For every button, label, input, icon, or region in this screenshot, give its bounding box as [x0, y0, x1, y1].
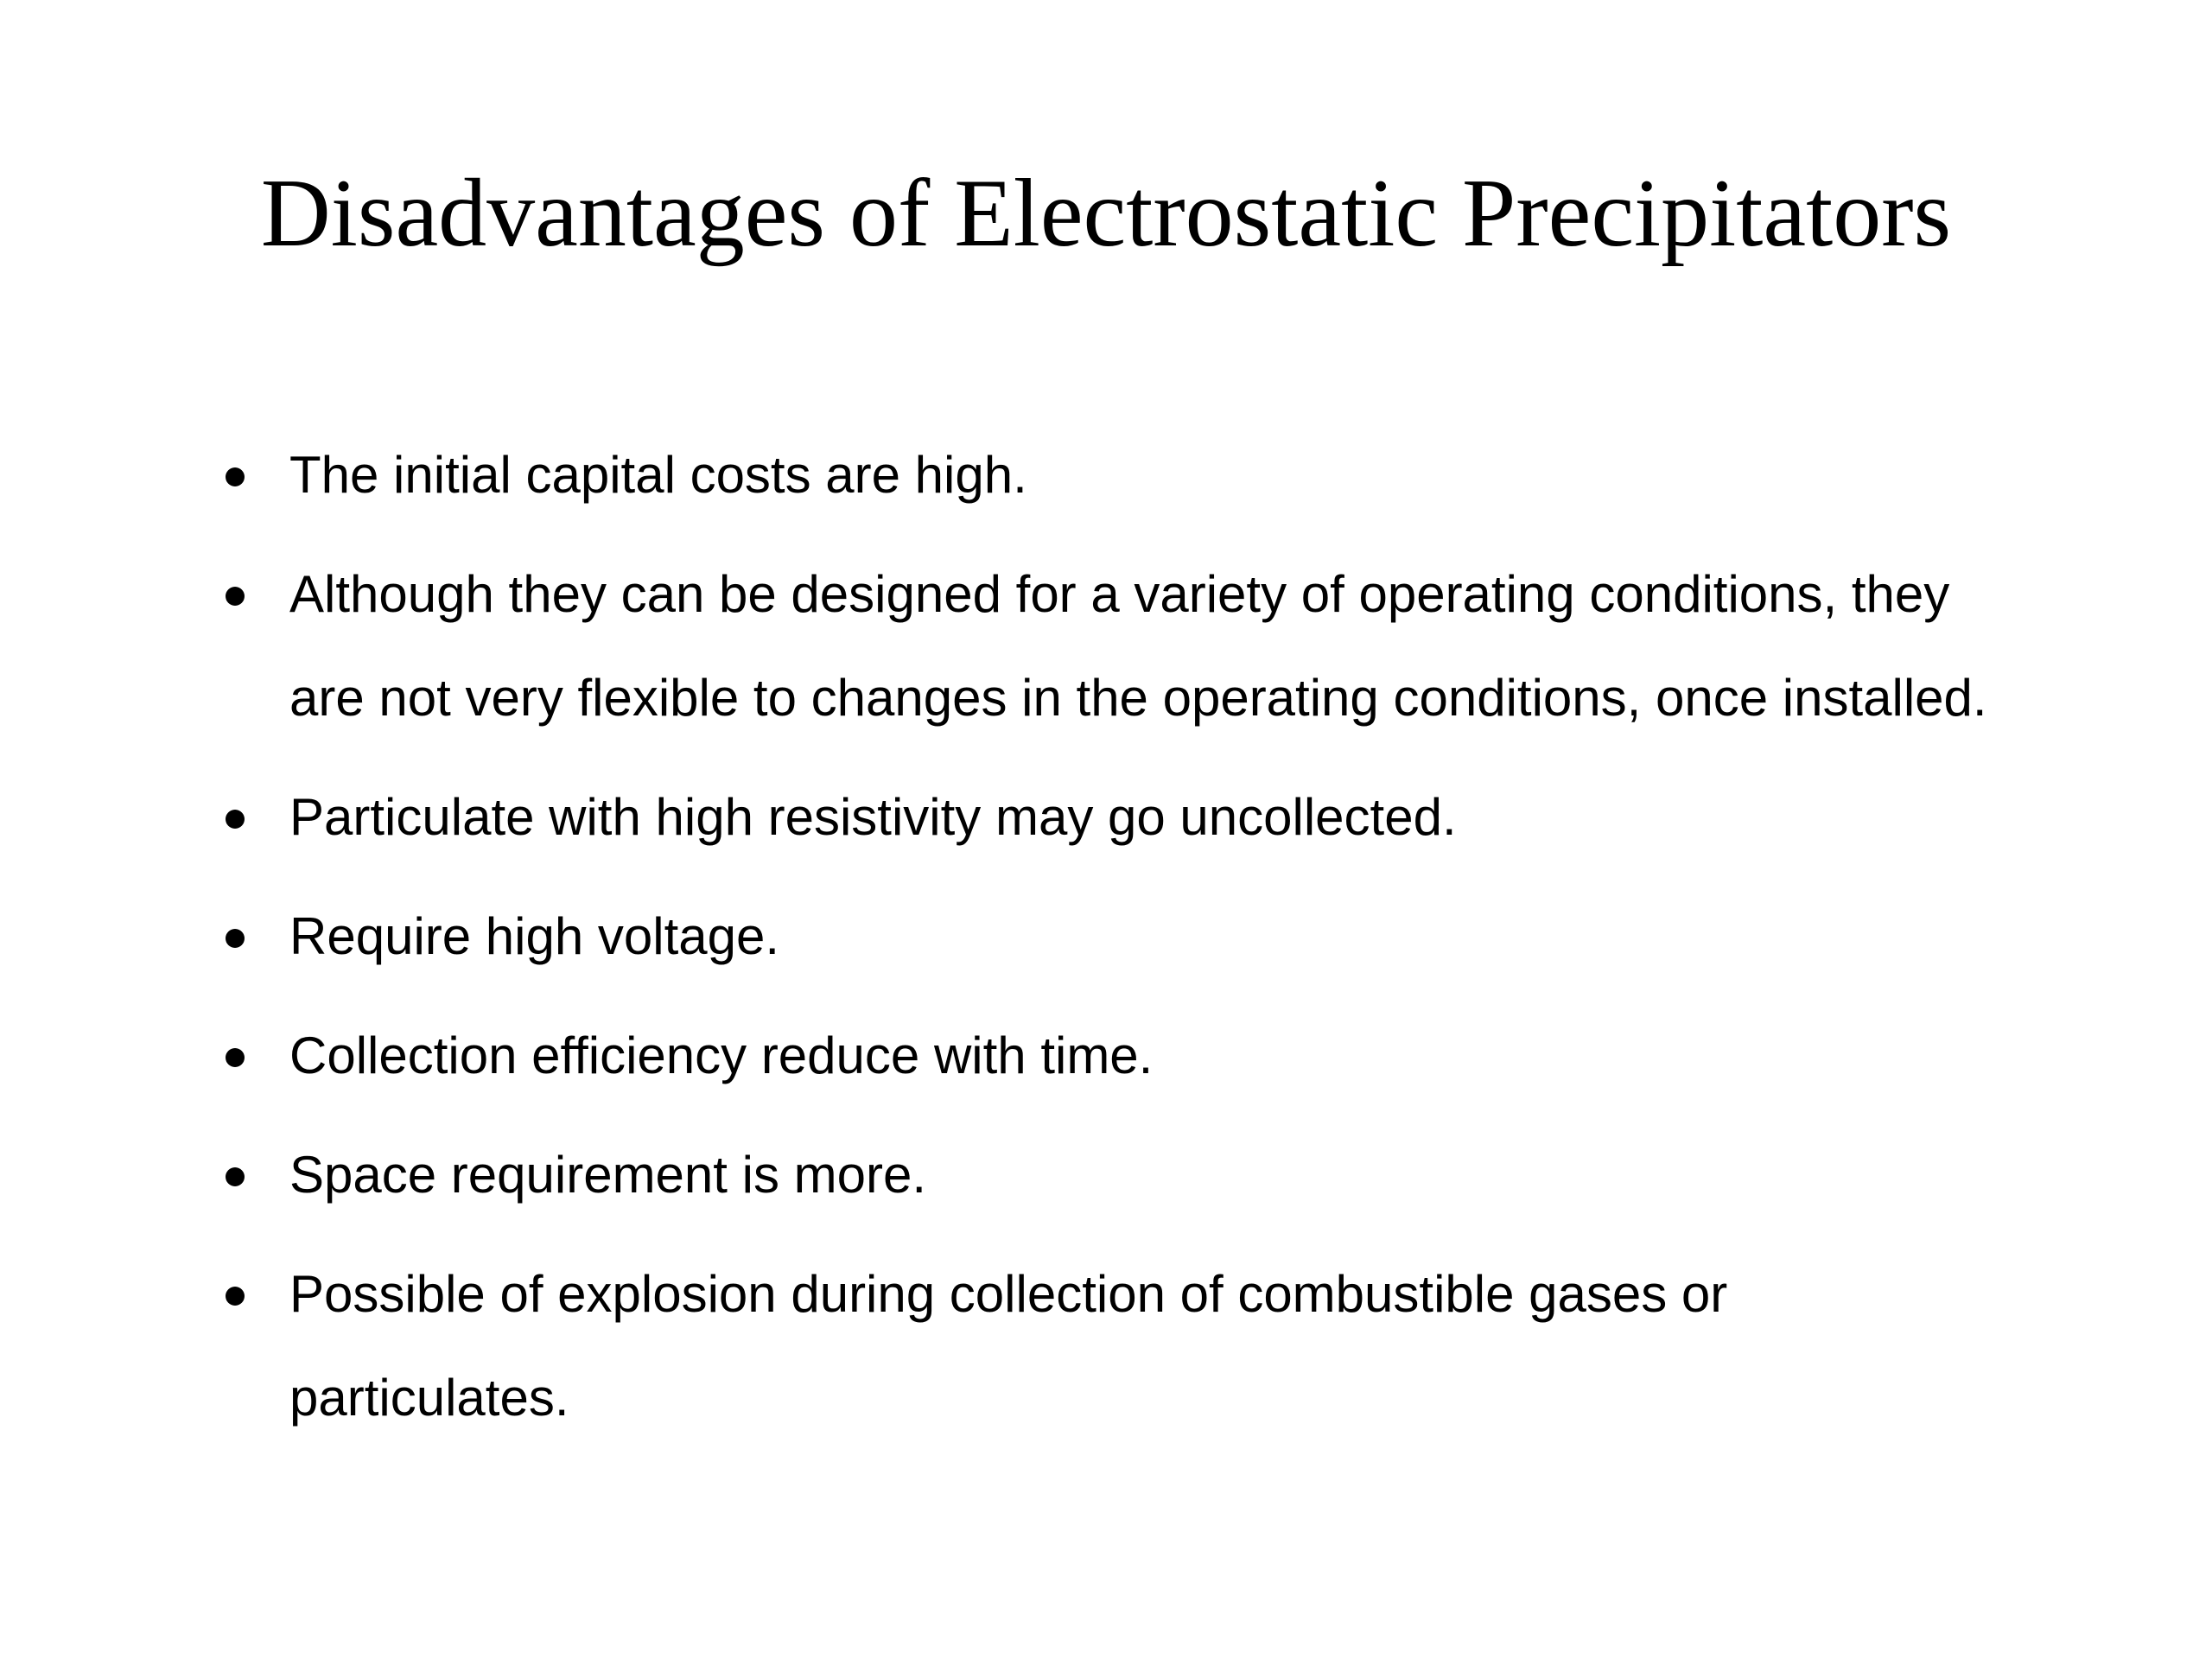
bullet-icon	[220, 423, 289, 527]
bullet-icon	[220, 1123, 289, 1227]
bullet-text: Require high voltage.	[289, 907, 780, 965]
list-item	[220, 766, 2000, 869]
bullet-icon	[220, 1243, 289, 1346]
bullet-text: Although they can be designed for a variety of operating conditions, they are not very flexible to changes in the operating conditions, once installed.	[289, 565, 1987, 727]
list-item	[220, 1243, 2000, 1450]
slide-title: Disadvantages of Electrostatic Precipitators	[260, 160, 1952, 267]
bullet-list	[220, 423, 2000, 1465]
bullet-icon	[220, 1004, 289, 1108]
list-item	[220, 1004, 2000, 1108]
bullet-text: Particulate with high resistivity may go uncollected.	[289, 788, 1457, 846]
bullet-icon	[220, 543, 289, 646]
bullet-text: The initial capital costs are high.	[289, 446, 1027, 504]
list-item	[220, 423, 2000, 527]
bullet-icon	[220, 766, 289, 869]
list-item	[220, 885, 2000, 988]
bullet-text: Collection efficiency reduce with time.	[289, 1027, 1154, 1084]
list-item	[220, 1123, 2000, 1227]
bullet-text: Possible of explosion during collection of combustible gases or particulates.	[289, 1265, 1728, 1427]
bullet-text: Space requirement is more.	[289, 1146, 926, 1204]
list-item	[220, 543, 2000, 750]
bullet-icon	[220, 885, 289, 988]
